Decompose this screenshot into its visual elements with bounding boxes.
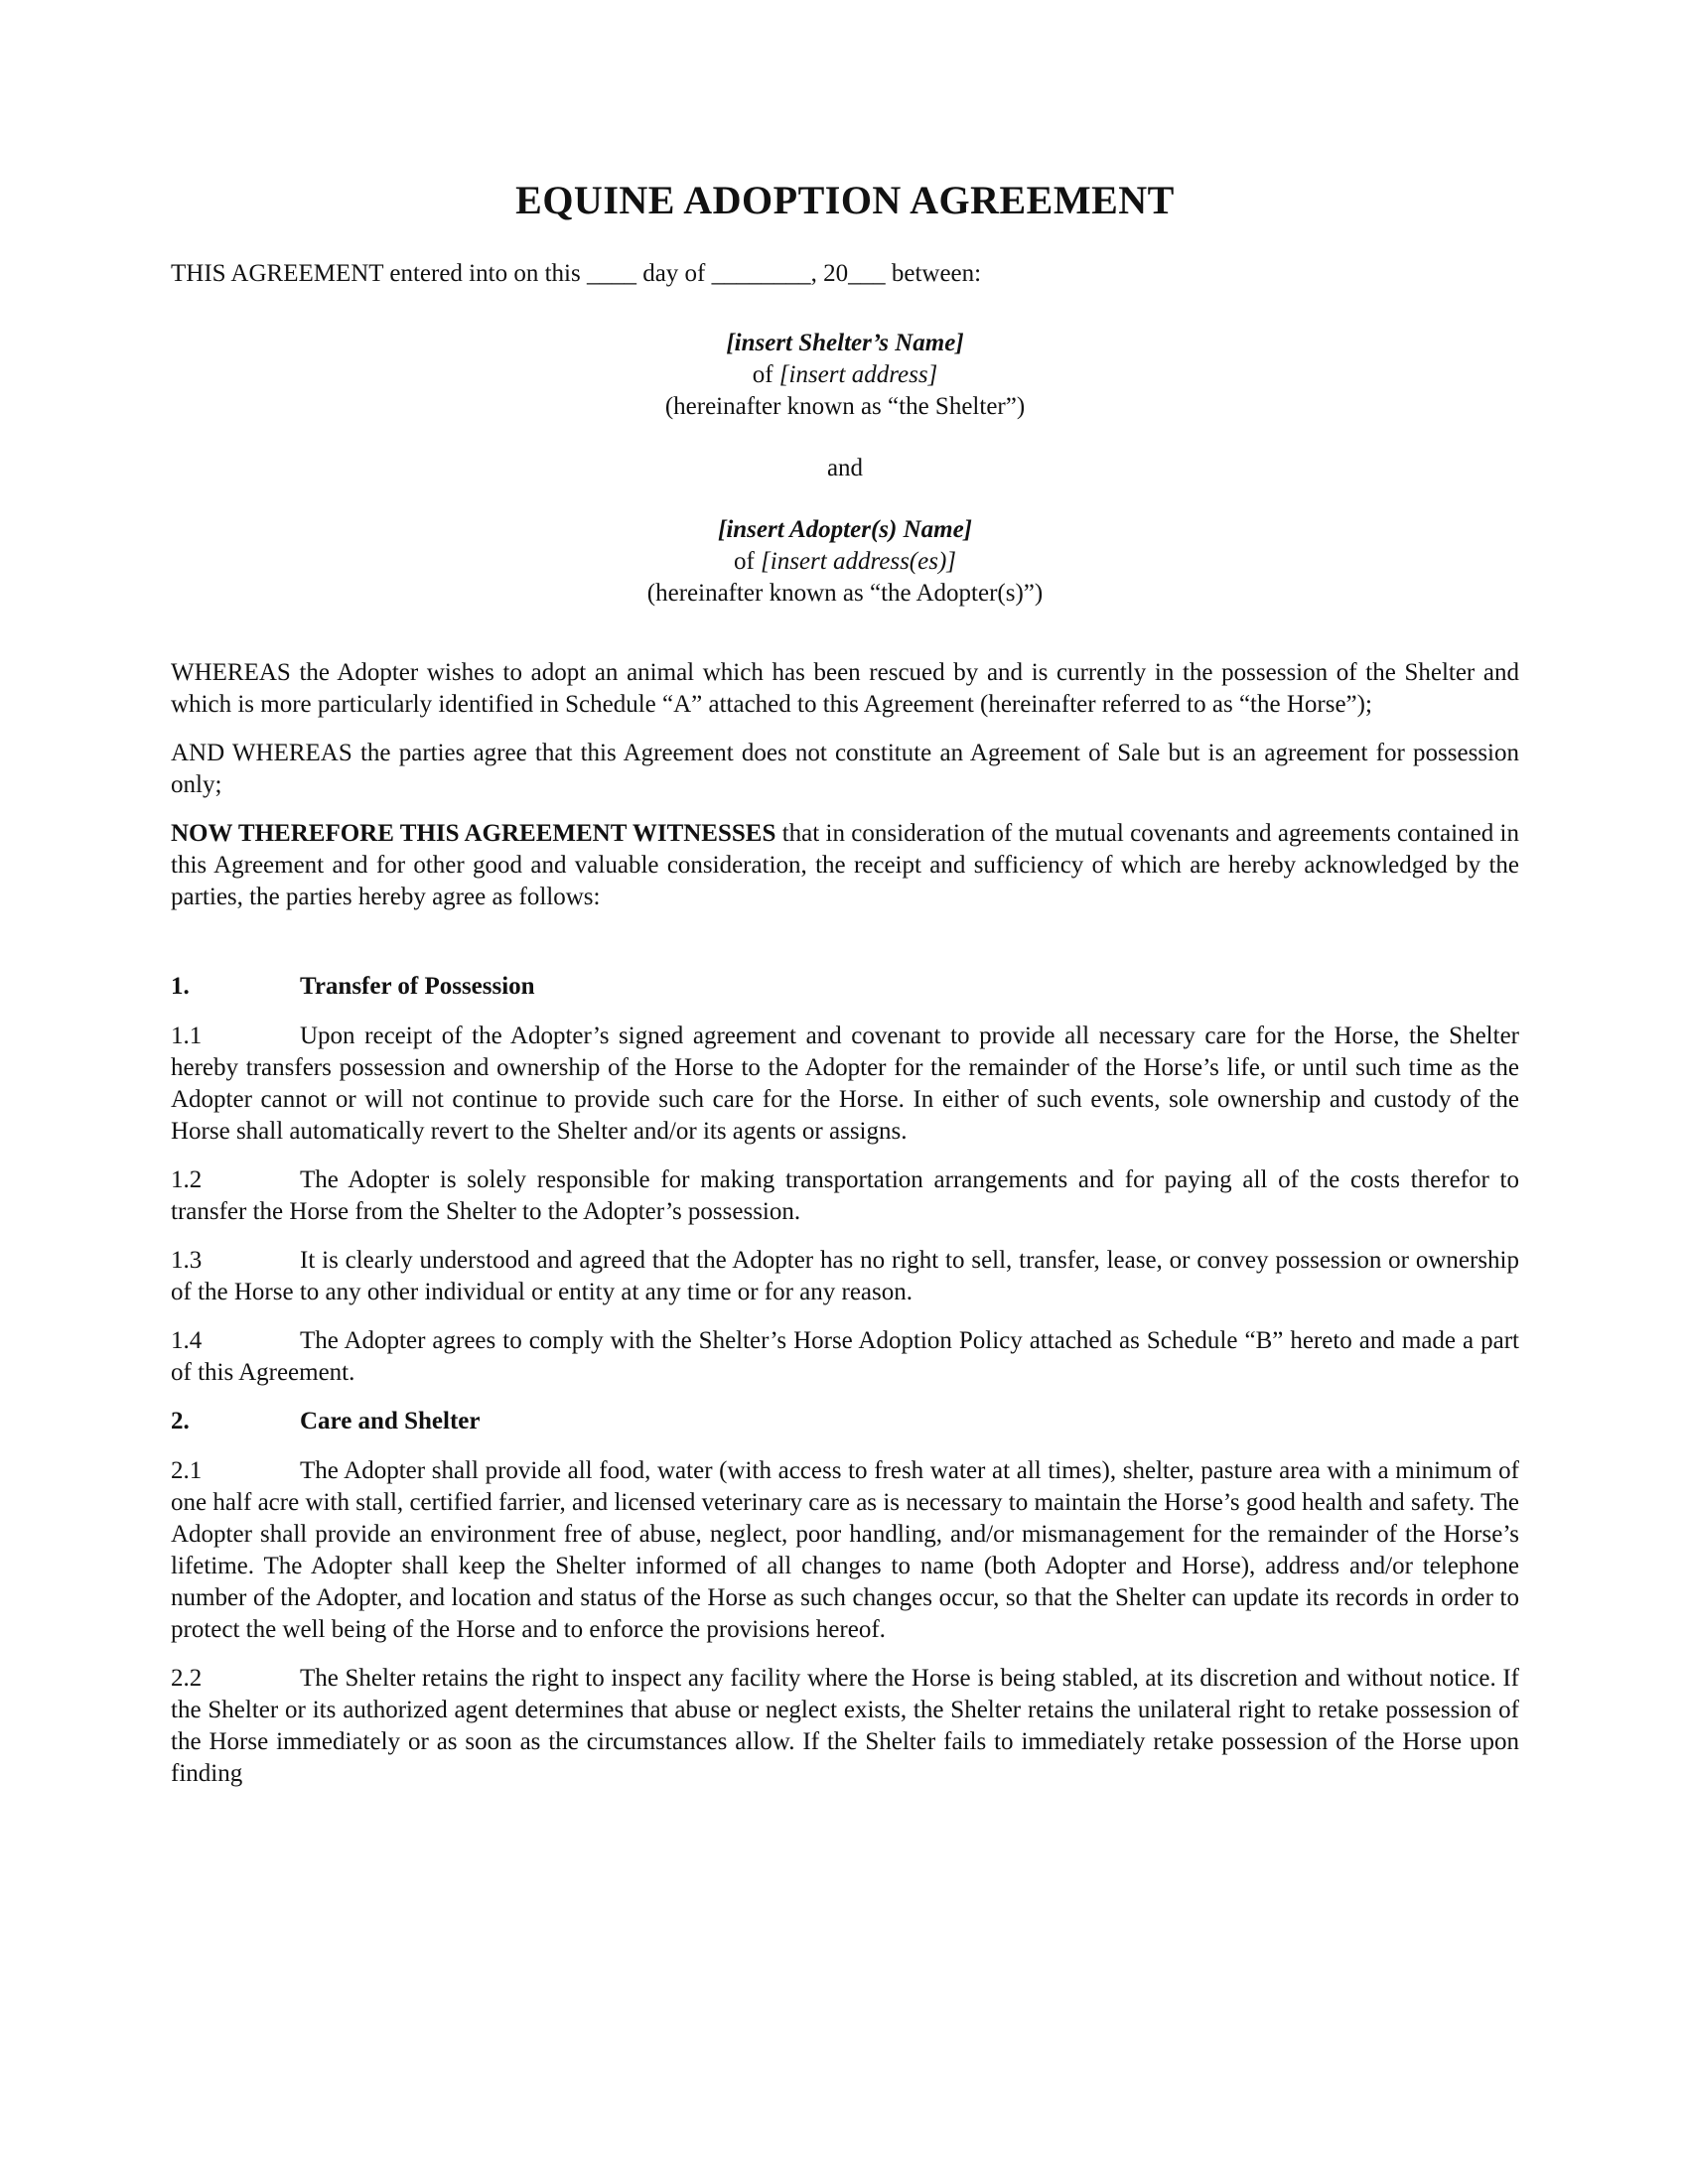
agreement-intro-line: THIS AGREEMENT entered into on this ____ day of ________, 20___ between: xyxy=(171,260,982,287)
adopter-address-prefix: of xyxy=(733,548,762,575)
clause-1-3-text: It is clearly understood and agreed that the Adopter has no right to sell, transfer, lease, or convey possession or ownership of the Horse to any other individual or entity at any time or for any reason. xyxy=(171,1247,1519,1305)
section-1-title: Transfer of Possession xyxy=(300,973,535,1000)
adopter-alias-line: (hereinafter known as “the Adopter(s)”) xyxy=(646,580,1044,607)
document-title: EQUINE ADOPTION AGREEMENT xyxy=(515,178,1175,222)
clause-2-2-text: The Shelter retains the right to inspect any facility where the Horse is being stabled, at its discretion and without notice. If the Shelter or its authorized agent determines that abuse or neglect exists, the Shelter retains the unilateral right to retake possession of the Horse immediately or as soon as the circumstances allow. If the Shelter fails to immediately retake possession of the Horse upon finding xyxy=(171,1665,1519,1787)
adopter-address-line xyxy=(171,546,1519,578)
parties-conjunction: and xyxy=(826,455,864,481)
clause-1-1-text: Upon receipt of the Adopter’s signed agreement and covenant to provide all necessary care for the Horse, the Shelter hereby transfers possession and ownership of the Horse to the Adopter for the remainder of the Horse’s life, or until such time as the Adopter cannot or will not continue to provide such care for the Horse. In either of such events, sole ownership and custody of the Horse shall automatically revert to the Shelter and/or its agents or assigns. xyxy=(171,1023,1519,1145)
adopter-party-block xyxy=(171,514,1519,610)
section-2 xyxy=(171,1406,1519,1790)
clause-1-4 xyxy=(171,1325,1519,1389)
clause-1-2-number: 1.2 xyxy=(171,1166,203,1193)
shelter-name-placeholder: [insert Shelter’s Name] xyxy=(726,330,964,356)
recital-and-whereas: AND WHEREAS the parties agree that this Agreement does not constitute an Agreement of Sale but is an agreement for possession only; xyxy=(171,740,1519,798)
recitals xyxy=(171,657,1519,913)
recital-now-therefore-lead: NOW THEREFORE THIS AGREEMENT WITNESSES xyxy=(171,820,776,847)
clause-1-3 xyxy=(171,1245,1519,1308)
clause-1-1 xyxy=(171,1021,1519,1148)
clause-2-2 xyxy=(171,1663,1519,1790)
section-2-title: Care and Shelter xyxy=(300,1408,481,1434)
clause-2-1 xyxy=(171,1455,1519,1646)
recital-now-therefore-text: that in consideration of the mutual covenants and agreements contained in this Agreement and for other good and valuable consideration, the receipt and sufficiency of which are hereby acknowledged by the parties, the parties hereby agree as follows: xyxy=(171,820,1519,910)
adopter-name-placeholder: [insert Adopter(s) Name] xyxy=(718,516,972,543)
shelter-alias-line: (hereinafter known as “the Shelter”) xyxy=(664,393,1026,420)
clause-1-4-text: The Adopter agrees to comply with the Shelter’s Horse Adoption Policy attached as Schedule “B” hereto and made a part of this Agreement. xyxy=(171,1327,1519,1386)
section-1-number: 1. xyxy=(171,973,190,1000)
clause-1-3-number: 1.3 xyxy=(171,1247,203,1274)
section-1-heading xyxy=(171,971,1519,1003)
recital-whereas: WHEREAS the Adopter wishes to adopt an animal which has been rescued by and is currently in the possession of the Shelter and which is more particularly identified in Schedule “A” attached to this Agreement (hereinafter referred to as “the Horse”); xyxy=(171,659,1519,718)
shelter-party-block xyxy=(171,328,1519,423)
shelter-address-line xyxy=(171,359,1519,391)
clause-2-1-text: The Adopter shall provide all food, water (with access to fresh water at all times), shelter, pasture area with a minimum of one half acre with stall, certified farrier, and licensed veterinary care as is necessary to maintain the Horse’s good health and safety. The Adopter shall provide an environment free of abuse, neglect, poor handling, and/or mismanagement for the remainder of the Horse’s lifetime. The Adopter shall keep the Shelter informed of all changes to name (both Adopter and Horse), address and/or telephone number of the Adopter, and location and status of the Horse as such changes occur, so that the Shelter can update its records in order to protect the well being of the Horse and to enforce the provisions hereof. xyxy=(171,1457,1519,1643)
section-2-number: 2. xyxy=(171,1408,190,1434)
clause-2-1-number: 2.1 xyxy=(171,1457,203,1484)
section-2-heading xyxy=(171,1406,1519,1437)
clause-1-4-number: 1.4 xyxy=(171,1327,203,1354)
clause-1-1-number: 1.1 xyxy=(171,1023,203,1049)
clause-1-2-text: The Adopter is solely responsible for making transportation arrangements and for paying all of the costs therefor to transfer the Horse from the Shelter to the Adopter’s possession. xyxy=(171,1166,1519,1225)
shelter-address-prefix: of xyxy=(752,361,779,388)
clause-2-2-number: 2.2 xyxy=(171,1665,203,1692)
clause-1-2 xyxy=(171,1164,1519,1228)
section-1 xyxy=(171,971,1519,1389)
recital-now-therefore xyxy=(171,818,1519,913)
shelter-address-placeholder: [insert address] xyxy=(778,361,938,388)
adopter-address-placeholder: [insert address(es)] xyxy=(761,548,957,575)
